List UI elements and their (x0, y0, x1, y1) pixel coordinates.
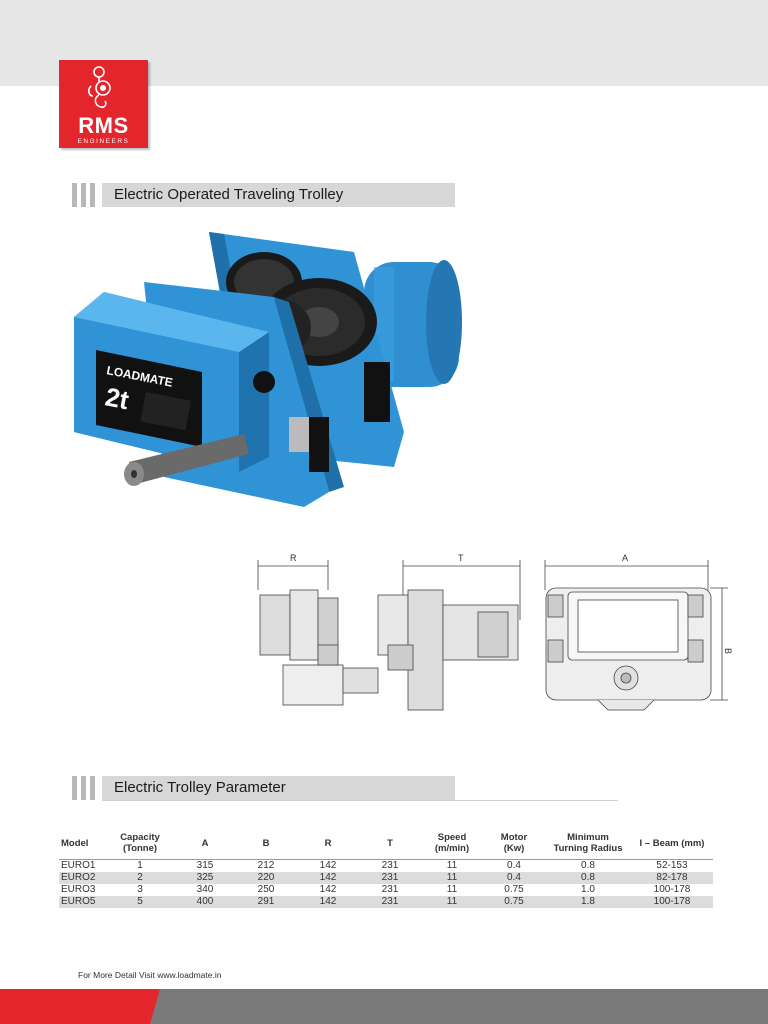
svg-text:T: T (458, 553, 464, 563)
stripe-decoration (72, 183, 102, 207)
svg-text:R: R (290, 553, 297, 563)
svg-text:B: B (723, 648, 733, 655)
trolley-product-photo (64, 222, 474, 522)
col-a: A (201, 837, 209, 849)
section-title: Electric Operated Traveling Trolley (114, 186, 344, 203)
svg-text:A: A (622, 553, 629, 563)
col-t: T (387, 837, 393, 849)
table-row: EURO3 3 340 250 142 231 11 0.75 1.0 100-178 (61, 884, 691, 895)
section-header-trolley (72, 183, 455, 207)
col-speed: Speed (m/min) (434, 832, 470, 854)
logo-subtitle-text: ENGINEERS (77, 138, 130, 145)
footer-website-text: For More Detail Visit www.loadmate.in (78, 970, 222, 980)
stripe-decoration (72, 776, 102, 800)
parameter-table (59, 827, 713, 908)
section-title: Electric Trolley Parameter (114, 779, 286, 796)
footer-band-gray (150, 989, 768, 1024)
section-header-parameters (72, 776, 455, 800)
table-row: EURO2 2 325 220 142 231 11 0.4 0.8 82-178 (59, 872, 713, 884)
logo-brand-text: RMS (78, 113, 129, 138)
rms-logo (59, 60, 148, 148)
svg-text:LOADMATE: LOADMATE (105, 363, 174, 390)
col-b: B (262, 837, 270, 849)
divider (102, 800, 618, 801)
svg-text:2t: 2t (102, 381, 132, 416)
dimension-drawings (248, 550, 740, 720)
col-radius: Minimum Turning Radius (553, 832, 623, 854)
col-beam: I – Beam (mm) (639, 837, 705, 849)
col-r: R (324, 837, 332, 849)
table-row: EURO1 1 315 212 142 231 11 0.4 0.8 52-153 (61, 860, 688, 871)
col-model: Model (61, 837, 89, 849)
col-capacity: Capacity (Tonne) (120, 832, 160, 854)
table-row: EURO5 5 400 291 142 231 11 0.75 1.8 100-178 (59, 896, 713, 908)
table-header-row (59, 827, 713, 860)
hook-emblem-icon (59, 60, 148, 116)
col-motor: Motor (Kw) (500, 832, 528, 854)
